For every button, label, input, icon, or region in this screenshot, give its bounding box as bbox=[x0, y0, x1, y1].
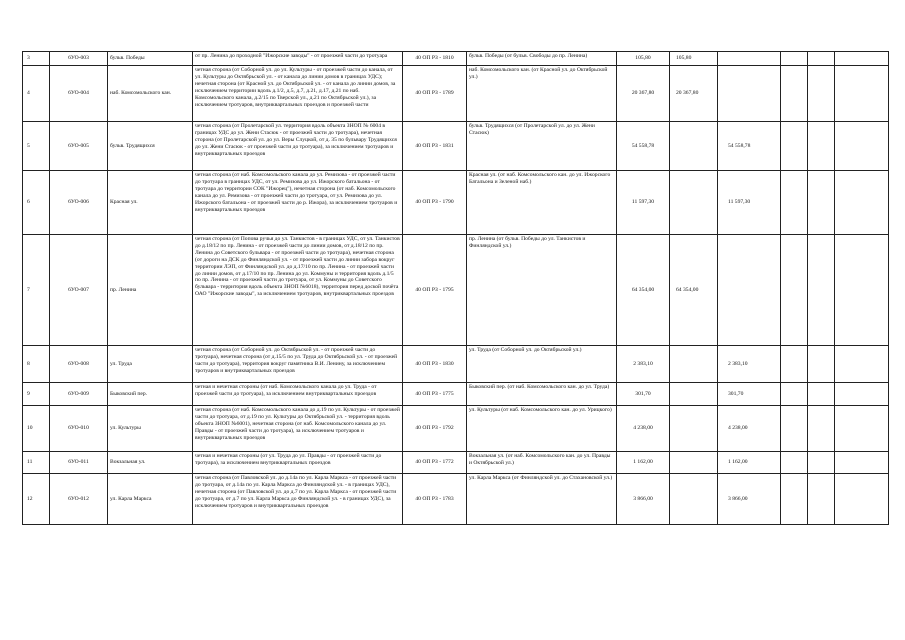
empty-cell bbox=[808, 171, 835, 235]
row-code: 6УО-006 bbox=[50, 171, 108, 235]
row-number: 3 bbox=[23, 52, 50, 66]
territory-description: четная сторона (от Павловской ул. до д.14а по ул. Карла Маркса - от проезжей части до тротуара, от д.14а по ул. Карла Маркса до Финляндской ул. - в границах УДС), нечетная сторона (от Павловской ул. до д.7 по ул. Карла Маркса - от проезжей части до тротуара, от д.7 по ул. Карла Маркса до Финляндской ул. - в границах УДС), за исключением тротуаров и внутриквартальных проездов bbox=[193, 474, 403, 525]
area-total: 20 367,80 bbox=[617, 66, 670, 122]
empty-cell bbox=[835, 235, 889, 346]
empty-cell bbox=[835, 171, 889, 235]
empty-cell bbox=[781, 122, 808, 171]
registry-number: 40 ОП РЗ - 1830 bbox=[403, 346, 467, 383]
empty-cell bbox=[808, 52, 835, 66]
registry-number: 40 ОП РЗ - 1775 bbox=[403, 383, 467, 406]
street-name: Красная ул. bbox=[108, 171, 193, 235]
empty-cell bbox=[835, 383, 889, 406]
row-code: 6УО-007 bbox=[50, 235, 108, 346]
location-bounds: ул. Культуры (от наб. Комсомольского кан. до ул. Урицкого) bbox=[467, 406, 617, 452]
empty-cell bbox=[808, 122, 835, 171]
area-column-b: 3 866,00 bbox=[718, 474, 781, 525]
row-code: 6УО-003 bbox=[50, 52, 108, 66]
row-number: 8 bbox=[23, 346, 50, 383]
area-column-b: 301,70 bbox=[718, 383, 781, 406]
empty-cell bbox=[808, 474, 835, 525]
area-column-b: 11 597,30 bbox=[718, 171, 781, 235]
area-total: 105,80 bbox=[617, 52, 670, 66]
territory-description: четная сторона (от Попова ручья до ул. Танкистов - в границах УДС, от ул. Танкистов до д.18/12 по пр. Ленина - от проезжей части до линии домов, от д.18/12 по пр. Ленина до Советского бульвара - от проезжей части до тротуара), нечетная сторона (от дороги на ДСК до Финляндской ул. - от проезжей части до линии забора вокруг территории ЛЭП, от Финляндской ул. до д.17/10 по пр. Ленина - от проезжей части до линии домов, от д.17/10 по пр. Ленина до ул. Коммуны и территория вдоль д.1/5 по пр. Ленина - от проезжей части до тротуара, от ул. Коммуны до Советского бульвара - территория вдоль объекта ЗНОП №6018), территория перед доской почёта ОАО "Ижорские заводы", за исключением тротуаров, внутриквартальных проездов bbox=[193, 235, 403, 346]
row-number: 12 bbox=[23, 474, 50, 525]
territory-description: четная сторона (от Соборной ул. до ул. Культуры - от проезжей части до канала, от ул. Культуры до Октябрьской ул. - от канала до линии домов в границах УДС); нечетная сторона (от Красной ул. до Октябрьской ул. - от канала до линии домов, за исключением территории вдоль д.1/2, д.5, д.7, д.21, д.17, д.21 по наб. Комсомольского канала, д.2/15 по Тверской ул., д.21 по Октябрьской ул.), за исключением тротуаров, внутриквартальных проездов и проезжей части bbox=[193, 66, 403, 122]
row-number: 11 bbox=[23, 452, 50, 474]
location-bounds: наб. Комсомольского кан. (от Красной ул. до Октябрьской ул.) bbox=[467, 66, 617, 122]
row-code: 6УО-011 bbox=[50, 452, 108, 474]
table-row bbox=[23, 171, 889, 235]
area-total: 1 162,00 bbox=[617, 452, 670, 474]
territory-description: четная сторона (от Соборной ул. до Октябрьской ул. - от проезжей части до тротуара), нечетная сторона (от д.15/5 по ул. Труда до Октябрьской ул. - от проезжей части до тротуара), территория вокруг памятника В.И. Ленину, за исключением тротуаров и внутриквартальных проездов bbox=[193, 346, 403, 383]
row-code: 6УО-009 bbox=[50, 383, 108, 406]
registry-number: 40 ОП РЗ - 1789 bbox=[403, 66, 467, 122]
table-row bbox=[23, 235, 889, 346]
area-column-a bbox=[670, 122, 718, 171]
empty-cell bbox=[781, 383, 808, 406]
row-code: 6УО-004 bbox=[50, 66, 108, 122]
area-total: 301,70 bbox=[617, 383, 670, 406]
empty-cell bbox=[808, 346, 835, 383]
row-number: 4 bbox=[23, 66, 50, 122]
registry-number: 40 ОП РЗ - 1795 bbox=[403, 235, 467, 346]
street-name: Быковский пер. bbox=[108, 383, 193, 406]
row-number: 10 bbox=[23, 406, 50, 452]
area-column-b bbox=[718, 235, 781, 346]
area-column-a bbox=[670, 171, 718, 235]
street-name: бульв. Победы bbox=[108, 52, 193, 66]
empty-cell bbox=[808, 66, 835, 122]
area-total: 4 238,00 bbox=[617, 406, 670, 452]
table-row bbox=[23, 452, 889, 474]
table-row bbox=[23, 383, 889, 406]
row-number: 9 bbox=[23, 383, 50, 406]
empty-cell bbox=[835, 66, 889, 122]
territory-description: четная и нечетная стороны (от ул. Труда до ул. Правды - от проезжей части до тротуара), за исключением внутриквартальных проездов bbox=[193, 452, 403, 474]
registry-number: 40 ОП РЗ - 1783 bbox=[403, 474, 467, 525]
location-bounds: ул. Карла Маркса (от Финляндской ул. до Стахановской ул.) bbox=[467, 474, 617, 525]
street-name: бульв. Трудящихся bbox=[108, 122, 193, 171]
area-total: 64 354,00 bbox=[617, 235, 670, 346]
empty-cell bbox=[835, 52, 889, 66]
location-bounds: Вокзальная ул. (от наб. Комсомольского кан. до ул. Правды и Октябрьской ул.) bbox=[467, 452, 617, 474]
location-bounds: ул. Труда (от Соборной ул. до Октябрьской ул.) bbox=[467, 346, 617, 383]
area-column-b bbox=[718, 66, 781, 122]
location-bounds: бульв. Трудящихся (от Пролетарской ул. до ул. Жени Стасюк) bbox=[467, 122, 617, 171]
empty-cell bbox=[781, 171, 808, 235]
empty-cell bbox=[781, 52, 808, 66]
area-column-a: 64 354,00 bbox=[670, 235, 718, 346]
area-column-a bbox=[670, 383, 718, 406]
row-code: 6УО-012 bbox=[50, 474, 108, 525]
area-column-b bbox=[718, 52, 781, 66]
location-bounds: Быковский пер. (от наб. Комсомольского кан. до ул. Труда) bbox=[467, 383, 617, 406]
street-name: ул. Культуры bbox=[108, 406, 193, 452]
territory-description: от пр. Ленина до проходной "Ижорские заводы" - от проезжей части до тротуара bbox=[193, 52, 403, 66]
empty-cell bbox=[781, 66, 808, 122]
empty-cell bbox=[835, 474, 889, 525]
area-column-b: 2 383,10 bbox=[718, 346, 781, 383]
street-name: ул. Труда bbox=[108, 346, 193, 383]
territory-description: четная сторона (от наб. Комсомольского канала до ул. Ремизова - от проезжей части до тротуара в границах УДС, от ул. Ремизова до ул. Ижорского батальона - от тротуара до территории СОК "Ижорец"), нечетная сторона (от наб. Комсомольского канала до ул. Ремизова - от проезжей части до тротуара, от ул. Ремизова до ул. Ижорского батальона - от проезжей части до р. Ижора), за исключением тротуаров и внутриквартальных проездов bbox=[193, 171, 403, 235]
area-column-b: 1 162,00 bbox=[718, 452, 781, 474]
registry-number: 40 ОП РЗ - 1790 bbox=[403, 171, 467, 235]
area-column-a bbox=[670, 474, 718, 525]
empty-cell bbox=[835, 122, 889, 171]
area-column-a bbox=[670, 406, 718, 452]
empty-cell bbox=[808, 452, 835, 474]
row-number: 5 bbox=[23, 122, 50, 171]
row-number: 6 bbox=[23, 171, 50, 235]
table-row bbox=[23, 66, 889, 122]
registry-number: 40 ОП РЗ - 1831 bbox=[403, 122, 467, 171]
row-code: 6УО-005 bbox=[50, 122, 108, 171]
area-total: 11 597,30 bbox=[617, 171, 670, 235]
empty-cell bbox=[808, 235, 835, 346]
empty-cell bbox=[781, 235, 808, 346]
location-bounds: бульв. Победы (от бульв. Свободы до пр. Ленина) bbox=[467, 52, 617, 66]
empty-cell bbox=[781, 346, 808, 383]
registry-number: 40 ОП РЗ - 1810 bbox=[403, 52, 467, 66]
table-body bbox=[23, 52, 889, 525]
registry-number: 40 ОП РЗ - 1772 bbox=[403, 452, 467, 474]
area-column-b: 4 238,00 bbox=[718, 406, 781, 452]
area-total: 3 866,00 bbox=[617, 474, 670, 525]
row-code: 6УО-010 bbox=[50, 406, 108, 452]
empty-cell bbox=[781, 474, 808, 525]
table-row bbox=[23, 122, 889, 171]
empty-cell bbox=[835, 406, 889, 452]
area-total: 2 383,10 bbox=[617, 346, 670, 383]
territory-description: четная сторона (от Пролетарской ул. территория вдоль объекта ЗНОП № 6004 в границах УДС до ул. Жени Стасюк - от проезжей части до тротуара), нечетная сторона (от Пролетарской ул. до ул. Веры Слуцкой, от д. 35 по бульвару Трудящихся до ул. Жени Стасюк - от проезжей части до тротуара), за исключением тротуаров и внутриквартальных проездов bbox=[193, 122, 403, 171]
row-number: 7 bbox=[23, 235, 50, 346]
street-name: ул. Карла Маркса bbox=[108, 474, 193, 525]
row-code: 6УО-008 bbox=[50, 346, 108, 383]
empty-cell bbox=[808, 383, 835, 406]
empty-cell bbox=[808, 406, 835, 452]
empty-cell bbox=[781, 452, 808, 474]
table-row bbox=[23, 346, 889, 383]
table-row bbox=[23, 406, 889, 452]
area-column-a bbox=[670, 346, 718, 383]
area-column-a: 105,80 bbox=[670, 52, 718, 66]
street-name: Вокзальная ул. bbox=[108, 452, 193, 474]
empty-cell bbox=[835, 452, 889, 474]
location-bounds: пр. Ленина (от бульв. Победы до ул. Танкистов и Финляндской ул.) bbox=[467, 235, 617, 346]
territory-description: четная и нечетная стороны (от наб. Комсомольского канала до ул. Труда - от проезжей части до тротуара), за исключением внутриквартальных проездов bbox=[193, 383, 403, 406]
area-column-a bbox=[670, 452, 718, 474]
area-column-a: 20 367,80 bbox=[670, 66, 718, 122]
area-column-b: 54 558,78 bbox=[718, 122, 781, 171]
empty-cell bbox=[781, 406, 808, 452]
registry-number: 40 ОП РЗ - 1792 bbox=[403, 406, 467, 452]
area-total: 54 558,78 bbox=[617, 122, 670, 171]
table-row bbox=[23, 474, 889, 525]
empty-cell bbox=[835, 346, 889, 383]
location-bounds: Красная ул. (от наб. Комсомольского кан. до ул. Ижорского Батальона и Зеленой наб.) bbox=[467, 171, 617, 235]
table-row bbox=[23, 52, 889, 66]
street-name: пр. Ленина bbox=[108, 235, 193, 346]
road-register-table bbox=[22, 51, 889, 525]
territory-description: четная сторона (от наб. Комсомольского канала до д.19 по ул. Культуры - от проезжей части до тротуара, от д.19 по ул. Культуры до Октябрьской ул. - территория вдоль объекта ЗНОП №6001), нечетная сторона (от наб. Комсомольского канала до ул. Правды - от проезжей части до тротуара), за исключением тротуаров и внутриквартальных проездов bbox=[193, 406, 403, 452]
street-name: наб. Комсомольского кан. bbox=[108, 66, 193, 122]
